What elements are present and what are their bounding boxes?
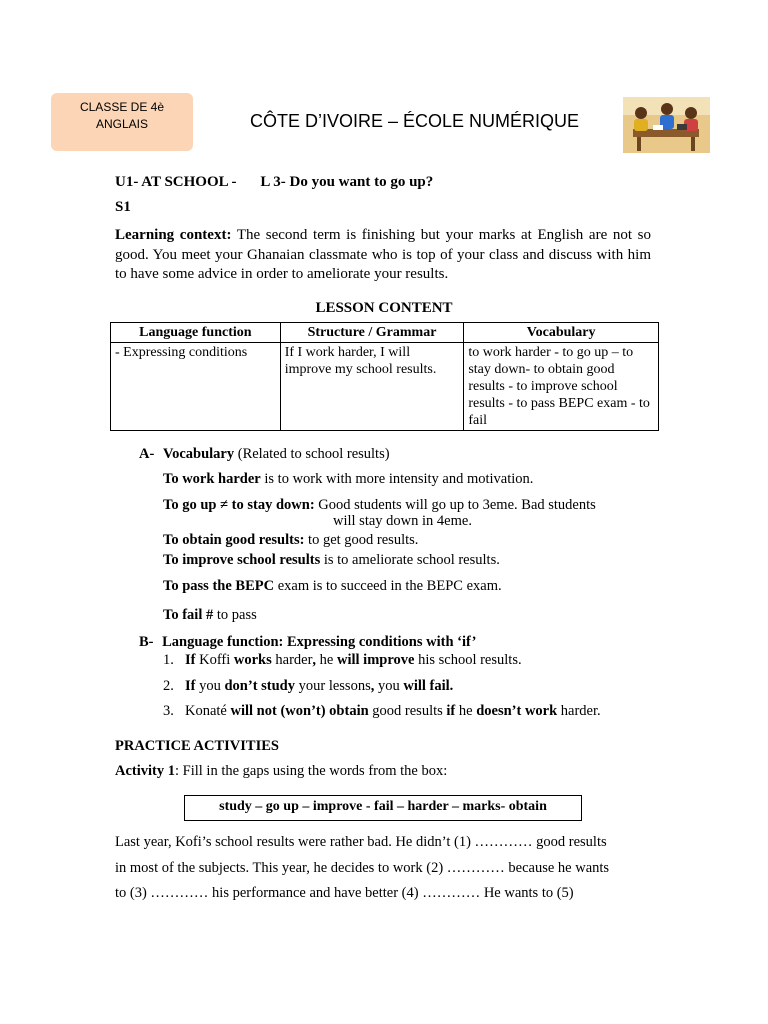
table-header: Structure / Grammar: [280, 323, 464, 343]
example-text: doesn’t work: [476, 703, 558, 719]
context-label: Learning context:: [115, 227, 232, 243]
activity-instruction: [115, 763, 447, 780]
session-label: S1: [115, 199, 131, 215]
vocab-term: To improve school results: [163, 552, 321, 568]
section-letter: A-: [139, 446, 155, 462]
vocab-term: To pass the BEPC: [163, 578, 275, 594]
vocab-term: To work harder: [163, 471, 261, 487]
vocab-item: [163, 552, 500, 569]
example-text: he: [316, 652, 337, 668]
vocab-heading: [139, 446, 390, 463]
lesson-label: L 3- Do you want to go up?: [260, 174, 434, 190]
example-text: harder.: [557, 703, 601, 719]
table-row: [111, 343, 659, 431]
vocab-definition: to get good results.: [304, 532, 419, 548]
example-text: will fail.: [403, 678, 454, 694]
table-cell: to work harder - to go up – to stay down- to obtain good results - to improve school results - to pass BEPC exam - to fail: [464, 343, 659, 431]
example-text: Koffi: [195, 652, 234, 668]
page-title: CÔTE D’IVOIRE – ÉCOLE NUMÉRIQUE: [250, 111, 580, 131]
gap-text-line: to (3) ………… his performance and have better (4) ………… He wants to (5): [115, 885, 574, 901]
example-item: [163, 678, 453, 695]
example-text: if: [446, 703, 456, 719]
vocab-definition: Good students will go up to 3eme. Bad students: [314, 497, 596, 513]
example-text: ,: [312, 652, 317, 668]
lesson-content-title: LESSON CONTENT: [315, 300, 453, 316]
practice-heading: PRACTICE ACTIVITIES: [115, 738, 279, 754]
section-title: Vocabulary: [162, 446, 235, 462]
vocab-definition: exam is to succeed in the BEPC exam.: [274, 578, 502, 594]
example-text: works: [233, 652, 272, 668]
vocab-item: [163, 607, 257, 624]
lesson-content-table: [110, 322, 659, 431]
unit-label: U1- AT SCHOOL -: [115, 174, 237, 190]
table-cell: - Expressing conditions: [111, 343, 281, 431]
gap-text-line: in most of the subjects. This year, he decides to work (2) ………… because he wants: [115, 860, 610, 876]
example-text: he: [455, 703, 477, 719]
example-text: your lessons: [295, 678, 371, 694]
word-box: study – go up – improve - fail – harder – marks- obtain: [184, 795, 582, 821]
vocab-item: [163, 532, 418, 549]
example-number: 1.: [163, 652, 174, 668]
example-text: will improve: [336, 652, 415, 668]
example-number: 2.: [163, 678, 174, 694]
vocab-item: [163, 497, 596, 514]
section-title: Language function: Expressing conditions with ‘if’: [162, 634, 477, 650]
activity-text: : Fill in the gaps using the words from the box:: [175, 763, 448, 779]
example-text: harder: [271, 652, 313, 668]
table-header-row: [111, 323, 659, 343]
activity-label: Activity 1: [115, 763, 175, 779]
example-item: [163, 703, 601, 720]
table-header: Vocabulary: [464, 323, 659, 343]
example-text: you: [374, 678, 404, 694]
example-text: If: [185, 652, 196, 668]
example-text: good results: [368, 703, 447, 719]
vocab-item: [163, 471, 533, 488]
gap-text-line: Last year, Kofi’s school results were rather bad. He didn’t (1) ………… good results: [115, 834, 607, 850]
badge-subject: ANGLAIS: [95, 117, 149, 131]
class-badge: [51, 93, 193, 151]
language-function-heading: [139, 634, 476, 651]
vocab-definition-cont: will stay down in 4eme.: [333, 513, 472, 529]
vocab-term: To fail #: [163, 607, 214, 623]
example-text: Konaté: [185, 703, 231, 719]
badge-class: CLASSE DE 4è: [79, 100, 165, 114]
section-letter: B-: [139, 634, 154, 650]
vocab-definition: to pass: [213, 607, 257, 623]
example-text: you: [195, 678, 225, 694]
table-cell: If I work harder, I will improve my school results.: [280, 343, 464, 431]
example-text: will not (won’t) obtain: [230, 703, 369, 719]
example-number: 3.: [163, 703, 174, 719]
example-item: [163, 652, 522, 669]
vocab-definition: is to work with more intensity and motivation.: [260, 471, 534, 487]
learning-context: [115, 226, 651, 285]
lesson-heading: [115, 174, 433, 191]
section-note: (Related to school results): [234, 446, 390, 462]
vocab-definition: is to ameliorate school results.: [320, 552, 500, 568]
classroom-illustration: [623, 97, 710, 153]
vocab-term: To go up ≠ to stay down:: [163, 497, 315, 513]
example-text: If: [185, 678, 196, 694]
vocab-item: [163, 578, 502, 595]
example-text: ,: [370, 678, 375, 694]
vocab-term: To obtain good results:: [163, 532, 305, 548]
example-text: his school results.: [414, 652, 522, 668]
example-text: don’t study: [224, 678, 295, 694]
table-header: Language function: [111, 323, 281, 343]
context-text: The second term is finishing but your marks at English are not so good. You meet your Ghanaian classmate who is top of your class and discuss with him to have some advice in order to ameliorate your results.: [115, 227, 651, 282]
